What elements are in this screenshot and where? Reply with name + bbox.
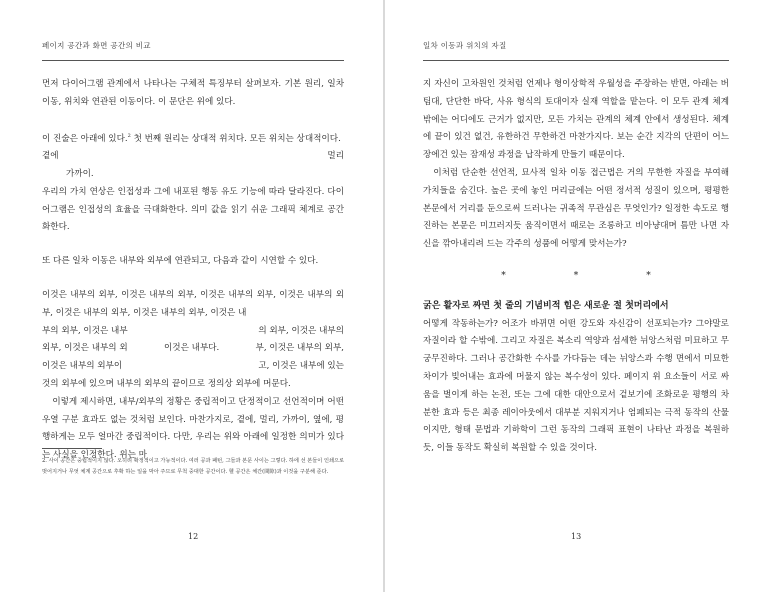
paragraph: 이처럼 단순한 선언적, 묘사적 일차 이동 접근법은 거의 무한한 자질을 부여해 가치들을 숨긴다. 높은 곳에 놓인 머리글에는 어떤 정서적 성질이 있으며, 평평한 본문에서 거리를 둔으로써 드러나는 귀족적 무관심은 무엇인가? 일정한 속도로 행진하는 본문은 미끄러지듯 움직이면서 때로는 조롱하고 비아냥대며 틈만 나면 자신을 깎아내리려 드는 각주의 성품에 어떻게 맞서는가? xyxy=(423,167,729,250)
footnote-marker: 2 xyxy=(127,132,131,139)
demo-word-near: 가까이. xyxy=(66,169,94,180)
demo-fragment: 부의 외부, 이것은 내부 xyxy=(42,325,128,336)
header-rule xyxy=(423,60,729,61)
demo-fragment: 고, 이것은 내부에 있는 xyxy=(258,361,344,372)
running-head: 페이지 공간과 화면 공간의 비교 xyxy=(42,41,151,50)
paragraph: 어떻게 작동하는가? 어조가 바뀌면 어떤 강도와 자신감이 선포되는가? 그야말로 자질이라 할 수밖에. 그리고 자질은 복소리 역양과 섬세한 뉘앙스처럼 미묘하고 무궁무진하다. 그러나 공간화한 수사를 가다듬는 데는 뉘앙스과 수행 면에서 미묘한 차이가 빚어내는 효과에 머물지 않는 복수성이 있다. 페이지 위 요소들이 서로 싸움을 벌이게 하는 논전, 또는 그에 대한 대안으로서 겉보기에 조화로운 평행의 차분한 효과 등은 최종 레이아웃에서 대부분 지워지거나 엄폐되는 극적 동작의 산물이지만, 형태 문법과 기하학이 그런 동작의 그래픽 표현이 나타난 과정을 복원하듯, 이들 동작도 확실히 복원할 수 있을 것이다. xyxy=(423,318,729,454)
paragraph: 우리의 가치 연상은 인접성과 그에 내포된 행동 유도 기능에 따라 달라진다. 다이어그램은 인접성의 효율을 극대화한다. 의미 값을 읽기 쉬운 그래픽 체계로 공간화한다. xyxy=(42,186,344,233)
footnote: 2. 사이 공간은 중립적이지 않다. 오히려 확정적이고 가능적이다. 여러 공과 패턴, 그들과 본문 사이는 그렇다. 하에 선 본들이 인쇄으로 벗어지거나 무엇 체계 공간으로 후확 하는 일을 막아 주므로 무척 중대한 공간이다. 헬 공간은 체간(間隙)과 이것을 구분해 준다. xyxy=(42,458,344,475)
demo-fragment-inside: 이것은 내부다. xyxy=(164,343,220,354)
paragraph xyxy=(42,128,344,149)
demo-line: 것의 외부에 있으며 내부의 외부의 끝이므로 정의상 외부에 머문다. xyxy=(42,379,291,390)
demo-line xyxy=(42,358,344,376)
header-rule xyxy=(42,60,344,61)
demo-fragment: 부, 이것은 내부의 외부, xyxy=(255,343,344,354)
demo-word-beside: 곁에 xyxy=(42,151,59,162)
demo-line xyxy=(42,340,344,358)
demo-fragment: 외부, 이것은 내부의 외 xyxy=(42,343,128,354)
demo-fragment: 이것은 내부의 외부이 xyxy=(42,361,123,372)
position-demo xyxy=(42,148,344,166)
left-page xyxy=(0,0,383,592)
paragraph: 또 다른 일차 이동은 내부와 외부에 연관되고, 다음과 같이 시연할 수 있다. xyxy=(42,256,319,267)
page-number: 12 xyxy=(188,532,199,541)
paragraph: 이렇게 제시하면, 내부/외부의 정황은 중립적이고 단정적이고 선언적이며 어떤 우열 구분 효과도 없는 것처럼 보인다. 마찬가지로, 곁에, 멀리, 가까이, 옆에, 평행하게는 모두 얼마간 중립적이다. 다만, 우리는 위와 아래에 일정한 의미가 있다는 사실을 인정한다. 위는 마 xyxy=(42,396,344,461)
asterisk: * xyxy=(573,270,579,281)
body-text xyxy=(42,76,344,465)
paragraph-text: 이 진술은 아래에 있다. xyxy=(42,133,128,144)
bold-lead-line: 굵은 활자로 짜면 첫 줄의 기념비적 힘은 새로운 절 첫머리에서 xyxy=(423,300,669,311)
demo-fragment: 의 외부, 이것은 내부의 xyxy=(258,325,344,336)
asterisk: * xyxy=(501,270,506,281)
running-head: 일차 이동과 위치의 자질 xyxy=(423,41,507,50)
asterisk: * xyxy=(646,270,651,281)
body-text xyxy=(423,76,729,458)
paragraph: 먼저 다이어그램 관계에서 나타나는 구체적 특징부터 살펴보자. 기본 원리, 일차 이동, 위치와 연관된 이동이다. 이 문단은 위에 있다. xyxy=(42,79,344,107)
paragraph-text: 첫 번째 원리는 상대적 위치다. 모든 위치는 상대적이다. xyxy=(130,133,341,144)
page-number: 13 xyxy=(571,532,582,541)
inside-outside-demo: 이것은 내부의 외부, 이것은 내부의 외부, 이것은 내부의 외부, 이것은 내부의 외부, 이것은 내부의 외부, 이것은 내부의 외부, 이것은 내 xyxy=(42,290,344,318)
section-break xyxy=(423,268,729,286)
right-page xyxy=(385,0,768,592)
demo-line xyxy=(42,323,344,341)
demo-word-far: 멀리 xyxy=(327,151,344,162)
paragraph: 지 자신이 고차원인 것처럼 언제나 형이상학적 우월성을 주장하는 반면, 아래는 버팀대, 단단한 바닥, 사유 형식의 토대이자 실재 역할을 맡는다. 이 모두 관계 체계 밖에는 어디에도 근거가 없지만, 모든 가치는 관계의 체계 안에서 생성된다. 체계에 끝이 있건 없건, 유한하건 무한하건 마찬가지다. 보는 순간 지각의 단편이 어느 장에건 있는 잠재성 과정을 납작하게 만들기 때문이다. xyxy=(423,79,729,161)
footnote-rule xyxy=(42,448,102,449)
